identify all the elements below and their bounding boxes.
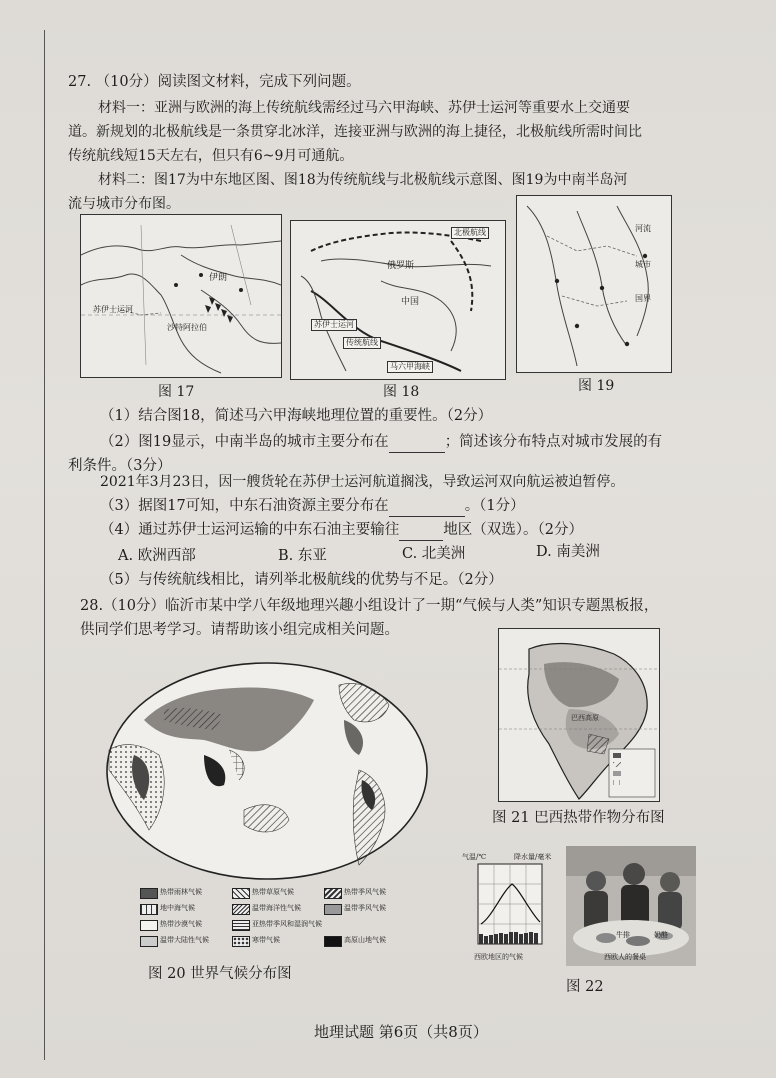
legend-label: 温带海洋性气候	[252, 904, 301, 912]
q27-sub4: （4）通过苏伊士运河运输的中东石油主要输往 地区（双选）。（2分）	[100, 520, 583, 541]
fig18-shipping-routes-map	[290, 220, 506, 380]
legend-label: 热带草原气候	[252, 888, 294, 896]
fig22-dining-photo	[566, 846, 696, 966]
legend-label: 温带季风气候	[344, 904, 386, 912]
legend-swatch	[140, 904, 158, 915]
page-footer: 地理试题 第6页（共8页）	[314, 1023, 488, 1041]
legend-swatch	[232, 920, 250, 931]
legend-swatch	[140, 888, 158, 899]
option-c: C. 北美洲	[402, 546, 466, 562]
fig22-y-left-unit: 气温/℃	[462, 853, 487, 861]
legend-swatch	[232, 936, 250, 947]
q27-sub2: （2）图19显示，中南半岛的城市主要分布在 ；简述该分布特点对城市发展的有	[100, 432, 662, 453]
q28-line1: 28.（10分）临沂市某中学八年级地理兴趣小组设计了一期“气候与人类”知识专题黑板报，	[80, 598, 659, 614]
legend-swatch	[324, 904, 342, 915]
fig22-caption: 图 22	[566, 979, 604, 995]
fig19-legend-city: 城市	[635, 260, 651, 269]
option-d: D. 南美洲	[536, 544, 600, 560]
fig22-label-steak: 牛排	[616, 931, 630, 939]
fig17-label-suez: 苏伊士运河	[93, 305, 133, 314]
fig20-world-climate-map	[104, 660, 430, 882]
fig22-photo-label: 西欧人的餐桌	[604, 953, 646, 961]
fig17-caption: 图 17	[158, 384, 195, 400]
fig21-brazil-crops-map	[498, 628, 660, 802]
fig19-caption: 图 19	[578, 378, 615, 394]
fig18-label-malacca: 马六甲海峡	[387, 361, 433, 373]
fig21-label-plateau: 巴西高原	[571, 714, 599, 722]
fig22-climate-chart	[462, 852, 558, 964]
legend-label: 寒带气候	[252, 936, 280, 944]
fig17-label-iran: 伊朗	[209, 273, 228, 283]
fig17-label-saudi: 沙特阿拉伯	[167, 323, 207, 332]
fig18-label-arctic-route: 北极航线	[451, 227, 489, 239]
legend-label: 亚热带季风和湿润气候	[252, 920, 322, 928]
legend-label: 热带雨林气候	[160, 888, 202, 896]
q28-line2: 供同学们思考学习。请帮助该小组完成相关问题。	[80, 622, 399, 638]
fig17-middle-east-map	[80, 214, 282, 378]
option-a: A. 欧洲西部	[118, 548, 196, 564]
q27-material1-line1: 材料一：亚洲与欧洲的海上传统航线需经过马六甲海峡、苏伊士运河等重要水上交通要	[98, 100, 630, 116]
fig22-y-right-unit: 降水量/毫米	[514, 853, 552, 861]
q27-news: 2021年3月23日，因一艘货轮在苏伊士运河航道搁浅，导致运河双向航运被迫暂停。	[100, 474, 625, 490]
legend-swatch	[324, 936, 342, 947]
legend-swatch	[232, 888, 250, 899]
legend-label: 地中海气候	[160, 904, 195, 912]
fig18-label-suez: 苏伊士运河	[311, 319, 357, 331]
legend-swatch	[324, 888, 342, 899]
q27-sub2-cont: 利条件。（3分）	[68, 458, 172, 474]
legend-label: 高原山地气候	[344, 936, 386, 944]
legend-label: 热带季风气候	[344, 888, 386, 896]
legend-label: 温带大陆性气候	[160, 936, 209, 944]
fig19-legend-border: 国界	[635, 294, 651, 303]
fig18-label-russia: 俄罗斯	[387, 261, 415, 271]
fig22-label-cheese: 奶酪	[654, 931, 668, 939]
answer-blank-sub2[interactable]	[389, 432, 445, 453]
legend-swatch	[140, 936, 158, 947]
fig20-caption: 图 20 世界气候分布图	[148, 966, 292, 982]
answer-blank-sub3[interactable]	[389, 496, 465, 517]
q27-sub5: （5）与传统航线相比，请列举北极航线的优势与不足。（2分）	[100, 572, 503, 588]
q27-material1-line3: 传统航线短15天左右，但只有6~9月可通航。	[68, 148, 354, 164]
q27-title: 27. （10分）阅读图文材料，完成下列问题。	[68, 74, 361, 90]
fig19-legend-river: 河流	[635, 224, 651, 233]
legend-swatch	[140, 920, 158, 931]
option-b: B. 东亚	[278, 548, 327, 564]
legend-swatch	[232, 904, 250, 915]
binding-margin-line	[44, 30, 45, 1060]
answer-blank-sub4[interactable]	[399, 520, 443, 541]
q27-sub1: （1）结合图18，简述马六甲海峡地理位置的重要性。（2分）	[100, 408, 493, 424]
fig19-indochina-map	[516, 195, 672, 373]
legend-label: 热带沙漠气候	[160, 920, 202, 928]
fig18-label-traditional-route: 传统航线	[343, 337, 381, 349]
q27-material2-line1: 材料二：图17为中东地区图、图18为传统航线与北极航线示意图、图19为中南半岛河	[98, 172, 628, 188]
fig22-chart-label: 西欧地区的气候	[474, 953, 523, 961]
fig21-caption: 图 21 巴西热带作物分布图	[492, 810, 665, 826]
fig20-legend	[140, 888, 440, 950]
q27-sub3: （3）据图17可知，中东石油资源主要分布在 。（1分）	[100, 496, 525, 517]
q27-material1-line2: 道。新规划的北极航线是一条贯穿北冰洋，连接亚洲与欧洲的海上捷径，北极航线所需时间比	[68, 124, 642, 140]
fig18-label-china: 中国	[401, 297, 420, 307]
q27-material2-line2: 流与城市分布图。	[68, 196, 180, 212]
fig18-caption: 图 18	[383, 384, 420, 400]
